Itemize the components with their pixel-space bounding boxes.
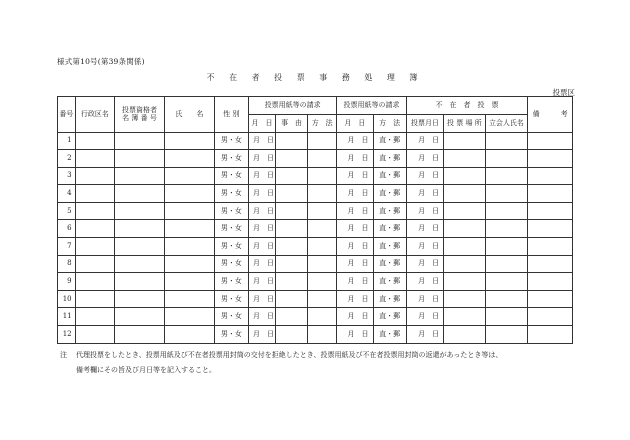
header-paper-request-2: 投票用紙等の請求 xyxy=(337,97,407,115)
request-month-day-cell: 月 日 xyxy=(249,326,276,344)
table-row xyxy=(58,202,573,220)
request-method-cell[interactable] xyxy=(308,150,337,168)
row-number: 5 xyxy=(58,202,76,220)
vote-place-cell[interactable] xyxy=(444,273,486,291)
row-number: 12 xyxy=(58,326,76,344)
remarks-cell[interactable] xyxy=(528,326,573,344)
remarks-cell[interactable] xyxy=(528,308,573,326)
witness-name-cell[interactable] xyxy=(485,202,528,220)
vote-date-cell: 月 日 xyxy=(406,326,443,344)
row-number: 3 xyxy=(58,167,76,185)
admin-district-cell[interactable] xyxy=(75,326,114,344)
vote-place-cell[interactable] xyxy=(444,185,486,203)
request-method-2-cell: 直・郵 xyxy=(373,185,406,203)
request-method-cell[interactable] xyxy=(308,167,337,185)
registry-number-cell[interactable] xyxy=(115,167,165,185)
admin-district-cell[interactable] xyxy=(75,220,114,238)
name-cell[interactable] xyxy=(164,273,214,291)
witness-name-cell[interactable] xyxy=(485,185,528,203)
remarks-cell[interactable] xyxy=(528,185,573,203)
request-month-day-cell: 月 日 xyxy=(249,255,276,273)
remarks-cell[interactable] xyxy=(528,290,573,308)
table-row xyxy=(58,220,573,238)
request-month-day-2-cell: 月 日 xyxy=(337,150,373,168)
request-reason-cell[interactable] xyxy=(275,255,307,273)
request-method-2-cell: 直・郵 xyxy=(373,202,406,220)
vote-place-cell[interactable] xyxy=(444,290,486,308)
admin-district-cell[interactable] xyxy=(75,308,114,326)
remarks-cell[interactable] xyxy=(528,220,573,238)
name-cell[interactable] xyxy=(164,326,214,344)
vote-date-cell: 月 日 xyxy=(406,255,443,273)
remarks-cell[interactable] xyxy=(528,255,573,273)
row-number: 6 xyxy=(58,220,76,238)
request-method-2-cell: 直・郵 xyxy=(373,220,406,238)
row-number: 2 xyxy=(58,150,76,168)
vote-place-cell[interactable] xyxy=(444,132,486,150)
vote-place-cell[interactable] xyxy=(444,326,486,344)
gender-cell: 男・女 xyxy=(214,238,248,256)
request-method-cell[interactable] xyxy=(308,132,337,150)
vote-date-cell: 月 日 xyxy=(406,238,443,256)
request-method-2-cell: 直・郵 xyxy=(373,132,406,150)
request-month-day-2-cell: 月 日 xyxy=(337,308,373,326)
request-month-day-2-cell: 月 日 xyxy=(337,220,373,238)
admin-district-cell[interactable] xyxy=(75,290,114,308)
request-method-2-cell: 直・郵 xyxy=(373,290,406,308)
vote-place-cell[interactable] xyxy=(444,202,486,220)
row-number: 1 xyxy=(58,132,76,150)
name-cell[interactable] xyxy=(164,220,214,238)
form-identifier: 様式第10号(第39条関係) xyxy=(57,57,145,66)
absentee-vote-register-table xyxy=(57,96,573,344)
vote-date-cell: 月 日 xyxy=(406,167,443,185)
gender-cell: 男・女 xyxy=(214,326,248,344)
gender-cell: 男・女 xyxy=(214,255,248,273)
remarks-cell[interactable] xyxy=(528,273,573,291)
witness-name-cell[interactable] xyxy=(485,273,528,291)
request-reason-cell[interactable] xyxy=(275,238,307,256)
gender-cell: 男・女 xyxy=(214,273,248,291)
table-row xyxy=(58,255,573,273)
request-reason-cell[interactable] xyxy=(275,326,307,344)
request-method-cell[interactable] xyxy=(308,238,337,256)
remarks-cell[interactable] xyxy=(528,132,573,150)
row-number: 8 xyxy=(58,255,76,273)
witness-name-cell[interactable] xyxy=(485,308,528,326)
witness-name-cell[interactable] xyxy=(485,290,528,308)
header-registry-number xyxy=(115,97,165,133)
request-month-day-cell: 月 日 xyxy=(249,167,276,185)
footnote-line-1 xyxy=(60,348,580,363)
request-month-day-2-cell: 月 日 xyxy=(337,238,373,256)
subheader-vote-place: 投 票 場 所 xyxy=(444,115,486,133)
registry-number-cell[interactable] xyxy=(115,238,165,256)
request-method-cell[interactable] xyxy=(308,255,337,273)
vote-date-cell: 月 日 xyxy=(406,202,443,220)
request-reason-cell[interactable] xyxy=(275,132,307,150)
registry-number-cell[interactable] xyxy=(115,202,165,220)
request-method-cell[interactable] xyxy=(308,308,337,326)
request-method-2-cell: 直・郵 xyxy=(373,273,406,291)
footnote-lead: 注 xyxy=(60,351,67,359)
footnote-text-1: 代理投票をしたとき、投票用紙及び不在者投票用封筒の交付を拒絶したとき、投票用紙及び不在者投票用封筒の返還があったとき等は、 xyxy=(76,351,503,359)
request-month-day-2-cell: 月 日 xyxy=(337,202,373,220)
registry-number-cell[interactable] xyxy=(115,132,165,150)
vote-date-cell: 月 日 xyxy=(406,273,443,291)
witness-name-cell[interactable] xyxy=(485,220,528,238)
request-month-day-2-cell: 月 日 xyxy=(337,273,373,291)
row-number: 11 xyxy=(58,308,76,326)
subheader-month-day-2: 月 日 xyxy=(337,115,373,133)
header-absentee-vote: 不 在 者 投 票 xyxy=(406,97,527,115)
name-cell[interactable] xyxy=(164,290,214,308)
registry-number-cell[interactable] xyxy=(115,326,165,344)
name-cell[interactable] xyxy=(164,132,214,150)
header-name: 氏 名 xyxy=(164,97,214,133)
gender-cell: 男・女 xyxy=(214,185,248,203)
row-number: 10 xyxy=(58,290,76,308)
registry-number-cell[interactable] xyxy=(115,290,165,308)
gender-cell: 男・女 xyxy=(214,220,248,238)
vote-place-cell[interactable] xyxy=(444,167,486,185)
request-method-2-cell: 直・郵 xyxy=(373,326,406,344)
register-rows xyxy=(58,132,573,343)
table-row xyxy=(58,150,573,168)
table-row xyxy=(58,132,573,150)
registry-number-cell[interactable] xyxy=(115,273,165,291)
admin-district-cell[interactable] xyxy=(75,202,114,220)
gender-cell: 男・女 xyxy=(214,290,248,308)
subheader-month-day: 月 日 xyxy=(249,115,276,133)
remarks-cell[interactable] xyxy=(528,238,573,256)
row-number: 7 xyxy=(58,238,76,256)
registry-number-cell[interactable] xyxy=(115,220,165,238)
vote-place-cell[interactable] xyxy=(444,150,486,168)
subheader-method-2: 方 法 xyxy=(373,115,406,133)
gender-cell: 男・女 xyxy=(214,308,248,326)
witness-name-cell[interactable] xyxy=(485,326,528,344)
vote-date-cell: 月 日 xyxy=(406,220,443,238)
request-reason-cell[interactable] xyxy=(275,220,307,238)
request-month-day-cell: 月 日 xyxy=(249,202,276,220)
table-row xyxy=(58,290,573,308)
request-reason-cell[interactable] xyxy=(275,185,307,203)
request-month-day-2-cell: 月 日 xyxy=(337,326,373,344)
request-month-day-cell: 月 日 xyxy=(249,185,276,203)
request-method-2-cell: 直・郵 xyxy=(373,150,406,168)
table-row xyxy=(58,167,573,185)
request-method-2-cell: 直・郵 xyxy=(373,167,406,185)
table-row xyxy=(58,326,573,344)
name-cell[interactable] xyxy=(164,308,214,326)
gender-cell: 男・女 xyxy=(214,132,248,150)
header-remarks: 備 考 xyxy=(528,97,573,133)
table-row xyxy=(58,238,573,256)
request-month-day-cell: 月 日 xyxy=(249,220,276,238)
remarks-cell[interactable] xyxy=(528,150,573,168)
registry-number-cell[interactable] xyxy=(115,308,165,326)
subheader-reason: 事 由 xyxy=(275,115,307,133)
request-month-day-2-cell: 月 日 xyxy=(337,132,373,150)
request-method-cell[interactable] xyxy=(308,273,337,291)
name-cell[interactable] xyxy=(164,255,214,273)
request-month-day-2-cell: 月 日 xyxy=(337,290,373,308)
registry-number-cell[interactable] xyxy=(115,150,165,168)
footnote xyxy=(60,348,580,378)
vote-date-cell: 月 日 xyxy=(406,150,443,168)
table-row xyxy=(58,185,573,203)
vote-date-cell: 月 日 xyxy=(406,308,443,326)
witness-name-cell[interactable] xyxy=(485,238,528,256)
request-reason-cell[interactable] xyxy=(275,290,307,308)
vote-date-cell: 月 日 xyxy=(406,290,443,308)
request-method-cell[interactable] xyxy=(308,185,337,203)
gender-cell: 男・女 xyxy=(214,202,248,220)
request-reason-cell[interactable] xyxy=(275,202,307,220)
header-number: 番号 xyxy=(58,97,76,133)
request-reason-cell[interactable] xyxy=(275,273,307,291)
request-month-day-2-cell: 月 日 xyxy=(337,255,373,273)
request-method-cell[interactable] xyxy=(308,326,337,344)
admin-district-cell[interactable] xyxy=(75,185,114,203)
request-month-day-cell: 月 日 xyxy=(249,150,276,168)
admin-district-cell[interactable] xyxy=(75,238,114,256)
gender-cell: 男・女 xyxy=(214,150,248,168)
request-month-day-cell: 月 日 xyxy=(249,290,276,308)
registry-number-cell[interactable] xyxy=(115,255,165,273)
request-method-2-cell: 直・郵 xyxy=(373,308,406,326)
document-title: 不 在 者 投 票 事 務 処 理 簿 xyxy=(206,73,424,82)
name-cell[interactable] xyxy=(164,167,214,185)
name-cell[interactable] xyxy=(164,202,214,220)
header-gender: 性 別 xyxy=(214,97,248,133)
header-registry-number-line2: 名 簿 番 号 xyxy=(122,114,157,123)
header-paper-request-1: 投票用紙等の請求 xyxy=(249,97,337,115)
request-month-day-cell: 月 日 xyxy=(249,273,276,291)
request-reason-cell[interactable] xyxy=(275,150,307,168)
witness-name-cell[interactable] xyxy=(485,255,528,273)
polling-district-label: 投票区 xyxy=(552,88,575,97)
registry-number-cell[interactable] xyxy=(115,185,165,203)
witness-name-cell[interactable] xyxy=(485,132,528,150)
header-registry-number-line1: 投票資格者 xyxy=(122,106,157,115)
witness-name-cell[interactable] xyxy=(485,167,528,185)
admin-district-cell[interactable] xyxy=(75,132,114,150)
request-method-cell[interactable] xyxy=(308,290,337,308)
row-number: 9 xyxy=(58,273,76,291)
request-month-day-cell: 月 日 xyxy=(249,308,276,326)
admin-district-cell[interactable] xyxy=(75,167,114,185)
subheader-vote-date: 投票月日 xyxy=(406,115,443,133)
row-number: 4 xyxy=(58,185,76,203)
vote-place-cell[interactable] xyxy=(444,220,486,238)
remarks-cell[interactable] xyxy=(528,202,573,220)
name-cell[interactable] xyxy=(164,238,214,256)
name-cell[interactable] xyxy=(164,150,214,168)
vote-place-cell[interactable] xyxy=(444,238,486,256)
request-method-cell[interactable] xyxy=(308,220,337,238)
request-method-2-cell: 直・郵 xyxy=(373,255,406,273)
request-month-day-cell: 月 日 xyxy=(249,132,276,150)
request-method-cell[interactable] xyxy=(308,202,337,220)
admin-district-cell[interactable] xyxy=(75,150,114,168)
request-reason-cell[interactable] xyxy=(275,308,307,326)
subheader-method: 方 法 xyxy=(308,115,337,133)
request-method-2-cell: 直・郵 xyxy=(373,238,406,256)
footnote-line-2: 備考欄にその旨及び月日等を記入すること。 xyxy=(76,366,216,374)
request-reason-cell[interactable] xyxy=(275,167,307,185)
table-row xyxy=(58,308,573,326)
vote-place-cell[interactable] xyxy=(444,255,486,273)
gender-cell: 男・女 xyxy=(214,167,248,185)
admin-district-cell[interactable] xyxy=(75,273,114,291)
table-row xyxy=(58,273,573,291)
vote-date-cell: 月 日 xyxy=(406,185,443,203)
name-cell[interactable] xyxy=(164,185,214,203)
request-month-day-2-cell: 月 日 xyxy=(337,167,373,185)
header-admin-district: 行政区名 xyxy=(75,97,114,133)
subheader-witness: 立会人氏名 xyxy=(485,115,528,133)
vote-date-cell: 月 日 xyxy=(406,132,443,150)
vote-place-cell[interactable] xyxy=(444,308,486,326)
admin-district-cell[interactable] xyxy=(75,255,114,273)
request-month-day-2-cell: 月 日 xyxy=(337,185,373,203)
remarks-cell[interactable] xyxy=(528,167,573,185)
request-month-day-cell: 月 日 xyxy=(249,238,276,256)
witness-name-cell[interactable] xyxy=(485,150,528,168)
